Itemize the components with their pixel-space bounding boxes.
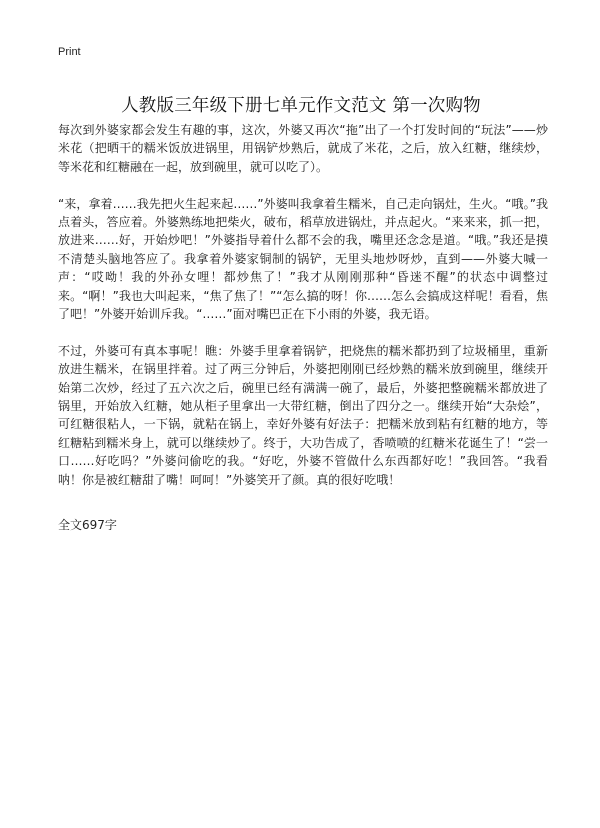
article-paragraph: 每次到外婆家都会发生有趣的事，这次，外婆又再次“拖”出了一个打发时间的“玩法”——炒米花（把晒干的糯米饭放进锅里，用锅铲炒熟后，就成了米花，之后，放入红糖，继续炒，等米花和红糖融在一起，放到碗里，就可以吃了）。 [58, 123, 548, 174]
article-paragraph: 不过，外婆可有真本事呢！瞧：外婆手里拿着锅铲，把烧焦的糯米都扔到了垃圾桶里，重新放进生糯米，在锅里拌着。过了两三分钟后，外婆把刚刚已经炒熟的糯米放到碗里，继续开始第二次炒，经过了五六次之后，碗里已经有满满一碗了，最后，外婆把整碗糯米都放进了锅里，开始放入红糖，她从柜子里拿出一大带红糖，倒出了四分之一。继续开始“大杂烩”，可红糖很粘人，一下锅，就粘在锅上，幸好外婆有好法子：把糯米放到粘有红糖的地方，等红糖粘到糯米身上，就可以继续炒了。终于，大功告成了，香喷喷的红糖米花诞生了！“尝一口……好吃吗？”外婆问偷吃的我。“好吃，外婆不管做什么东西都好吃！”我回答。“我看呐！你是被红糖甜了嘴！呵呵！”外婆笑开了颜。真的很好吃哦！ [58, 343, 548, 487]
print-link[interactable]: Print [58, 46, 81, 58]
article-body [58, 121, 548, 489]
word-count: 全文697字 [58, 518, 117, 532]
article-paragraph: “来，拿着……我先把火生起来起……”外婆叫我拿着生糯米，自己走向锅灶，生火。“哦。”我点着头，答应着。外婆熟练地把柴火，破布，稻草放进锅灶，并点起火。“来来来，抓一把，放进来……好，开始炒吧！”外婆指导着什么都不会的我，嘴里还念念是道。“哦。”我还是摸不清楚头脑地答应了。我拿着外婆家铜制的锅铲，无里头地炒呀炒，直到——外婆大喊一声：“哎呦！我的外孙女哩！都炒焦了！”我才从刚刚那种“昏迷不醒”的状态中调整过来。“啊！”我也大叫起来，“焦了焦了！”“怎么搞的呀！你……怎么会搞成这样呢！看看，焦了吧！”外婆开始训斥我。“……”面对嘴巴正在下小雨的外婆，我无语。 [58, 196, 548, 322]
article-title: 人教版三年级下册七单元作文范文 第一次购物 [121, 95, 481, 116]
